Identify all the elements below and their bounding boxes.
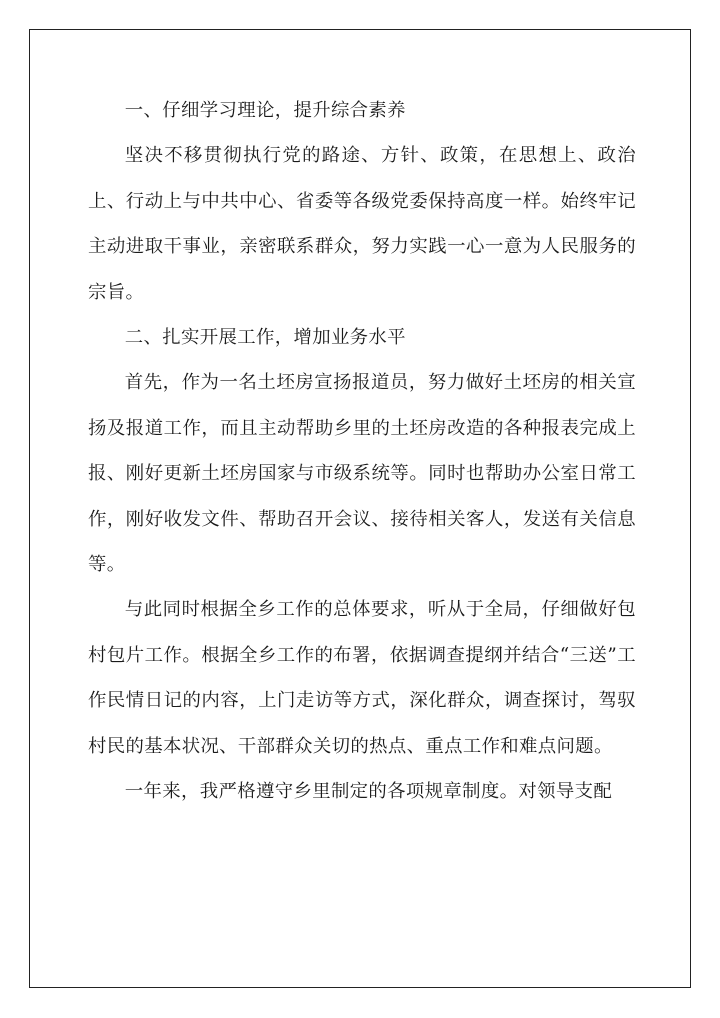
- section-heading-2: 二、扎实开展工作，增加业务水平: [124, 327, 406, 349]
- paragraph-4: 一年来，我严格遵守乡里制定的各项规章制度。对领导支配: [124, 781, 613, 803]
- paragraph-1: 坚决不移贯彻执行党的路途、方针、政策，在思想上、政治上、行动上与中共中心、省委等各级党委保持高度一样。始终牢记主动进取干事业，亲密联系群众，努力实践一心一意为人民服务的宗旨。: [88, 145, 636, 303]
- paragraph-3: 与此同时根据全乡工作的总体要求，听从于全局，仔细做好包村包片工作。根据全乡工作的布署，依据调查提纲并结合“三送”工作民情日记的内容，上门走访等方式，深化群众，调查探讨，驾驭村民的基本状况、干部群众关切的热点、重点工作和难点问题。: [88, 599, 636, 757]
- paragraph-2: 首先，作为一名土坯房宣扬报道员，努力做好土坯房的相关宣扬及报道工作，而且主动帮助乡里的土坯房改造的各种报表完成上报、刚好更新土坯房国家与市级系统等。同时也帮助办公室日常工作，刚好收发文件、帮助召开会议、接待相关客人，发送有关信息等。: [88, 372, 636, 576]
- document-body: [88, 88, 636, 815]
- section-heading-1: 一、仔细学习理论，提升综合素养: [124, 100, 406, 121]
